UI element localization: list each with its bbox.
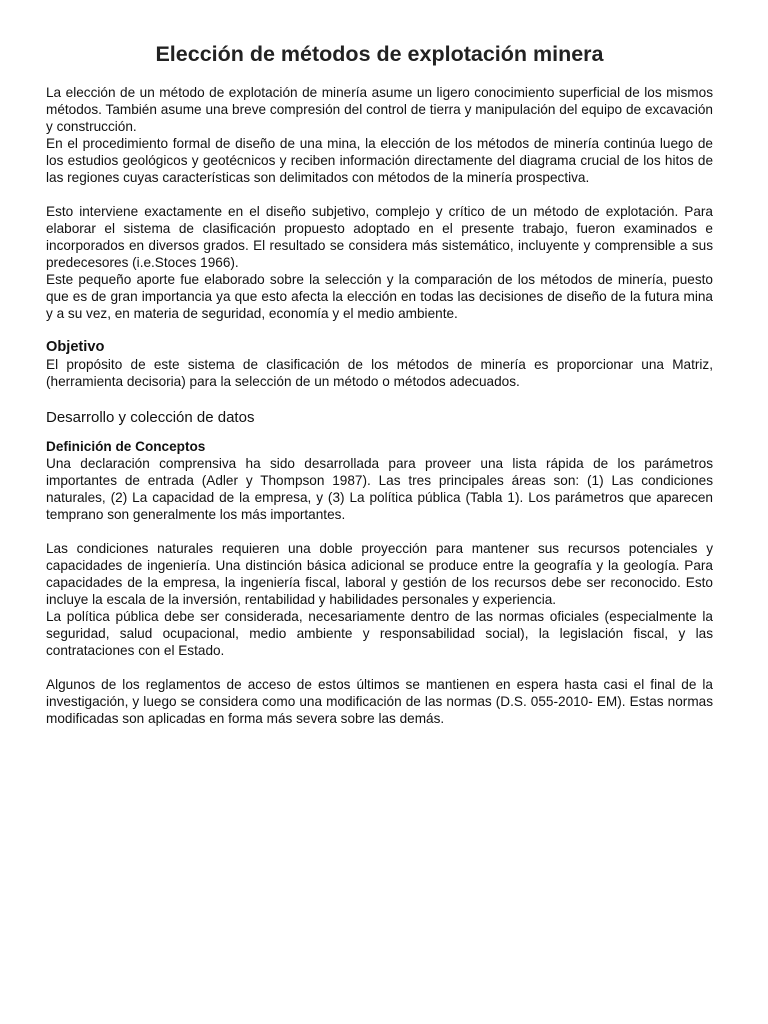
definicion-heading: Definición de Conceptos [46, 439, 206, 454]
spacer [46, 659, 713, 676]
reglamentos-paragraph: Algunos de los reglamentos de acceso de estos últimos se mantienen en espera hasta casi el final de la investigación, y luego se considera como una modificación de las normas (D.S. 055-2010- EM). Estas normas modificadas son aplicadas en forma más severa sobre las demás. [46, 677, 713, 726]
spacer [46, 523, 713, 540]
design-paragraph-1: Esto interviene exactamente en el diseño subjetivo, complejo y crítico de un método de explotación. Para elaborar el sistema de clasificación propuesto adoptado en el presente trabajo, fueron examinados e incorporados en diversos grados. El resultado se considera más sistemático, incluyente y comprensible a sus predecesores (i.e.Stoces 1966). [46, 204, 713, 270]
design-paragraph-2: Este pequeño aporte fue elaborado sobre la selección y la comparación de los métodos de minería, puesto que es de gran importancia ya que esto afecta la elección en todas las decisiones de diseño de la futura mina y a su vez, en materia de seguridad, economía y el medio ambiente. [46, 272, 713, 321]
document-title: Elección de métodos de explotación minera [155, 42, 604, 66]
condiciones-paragraph-2: La política pública debe ser considerada, necesariamente dentro de las normas oficiales (especialmente la seguridad, salud ocupacional, medio ambiente y responsabilidad social), la legislación fiscal, y las contrataciones con el Estado. [46, 609, 713, 658]
objetivo-paragraph: El propósito de este sistema de clasificación de los métodos de minería es proporcionar una Matriz, (herramienta decisoria) para la selección de un método o métodos adecuados. [46, 357, 713, 389]
intro-paragraph-1: La elección de un método de explotación de minería asume un ligero conocimiento superficial de los mismos métodos. También asume una breve compresión del control de tierra y manipulación del equipo de excavación y construcción. [46, 85, 713, 134]
spacer [46, 428, 713, 438]
spacer [46, 390, 713, 408]
document-page [46, 40, 713, 727]
condiciones-paragraph-1: Las condiciones naturales requieren una doble proyección para mantener sus recursos potenciales y capacidades de ingeniería. Una distinción básica adicional se produce entre la geografía y la geología. Para capacidades de la empresa, la ingeniería fiscal, laboral y gestión de los recursos debe ser reconocido. Esto incluye la escala de la inversión, rentabilidad y habilidades personales y experiencia. [46, 541, 713, 607]
intro-paragraph-2: En el procedimiento formal de diseño de una mina, la elección de los métodos de minería continúa luego de los estudios geológicos y geotécnicos y reciben información directamente del diagrama crucial de los hitos de las regiones cuyas características son delimitados con métodos de la minería prospectiva. [46, 136, 713, 185]
desarrollo-heading: Desarrollo y colección de datos [46, 409, 255, 426]
spacer [46, 322, 713, 339]
definicion-paragraph: Una declaración comprensiva ha sido desarrollada para proveer una lista rápida de los parámetros importantes de entrada (Adler y Thompson 1987). Las tres principales áreas son: (1) Las condiciones naturales, (2) La capacidad de la empresa, y (3) La política pública (Tabla 1). Los parámetros que aparecen temprano son generalmente los más importantes. [46, 456, 713, 522]
spacer [46, 186, 713, 203]
objetivo-heading: Objetivo [46, 339, 105, 355]
